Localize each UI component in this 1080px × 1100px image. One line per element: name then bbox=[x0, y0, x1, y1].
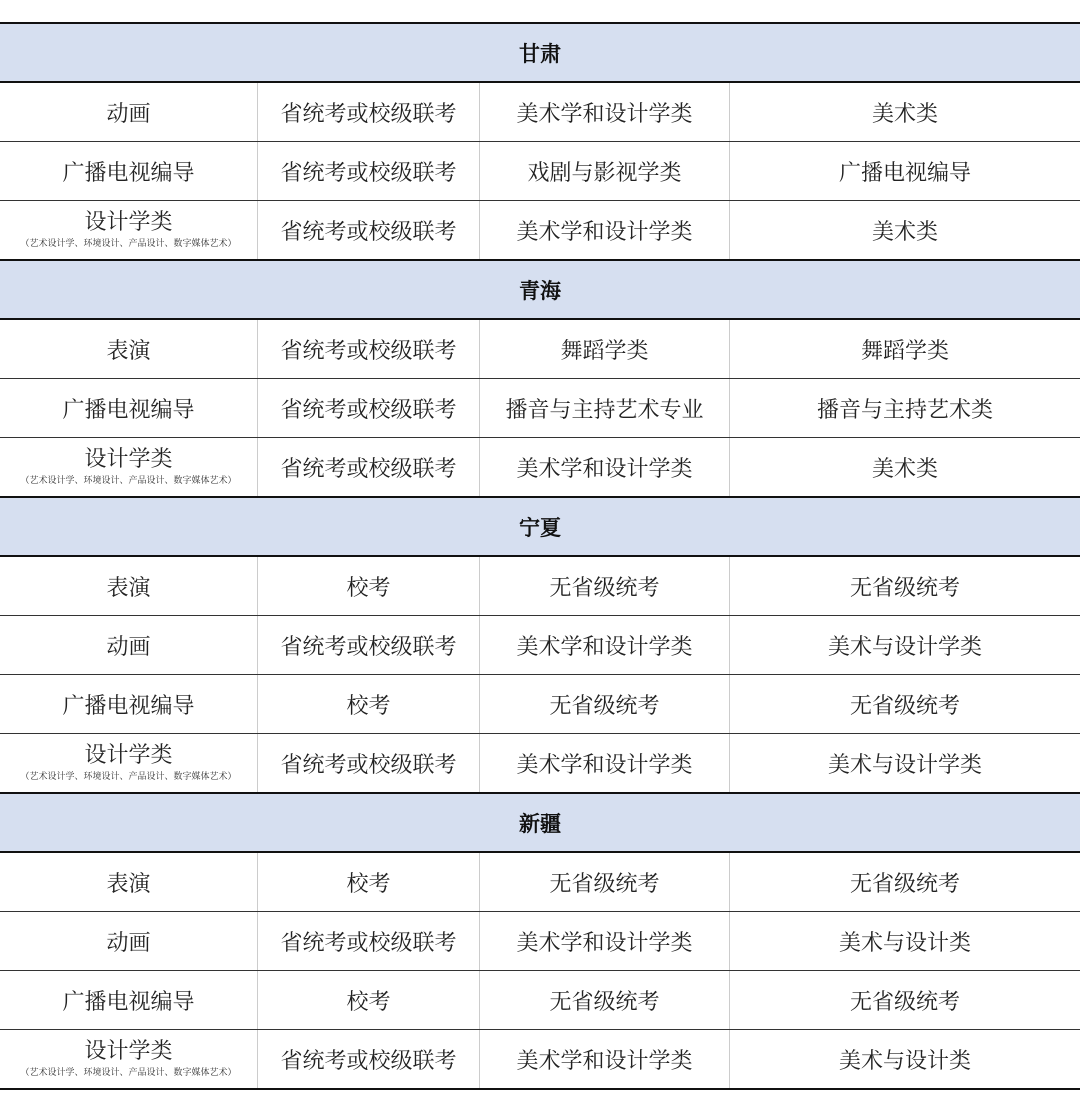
category-cell: 无省级统考 bbox=[480, 971, 730, 1029]
category-cell: 舞蹈学类 bbox=[480, 320, 730, 378]
region-header-gansu: 甘肃 bbox=[0, 24, 1080, 83]
major-cell: 表演 bbox=[0, 853, 258, 911]
table-row bbox=[0, 734, 1080, 794]
table-row bbox=[0, 853, 1080, 912]
table-row bbox=[0, 379, 1080, 438]
major-label: 设计学类 bbox=[84, 210, 173, 235]
category-cell: 美术学和设计学类 bbox=[480, 912, 730, 970]
major-cell: 广播电视编导 bbox=[0, 379, 258, 437]
exam-type-cell: 省统考或校级联考 bbox=[258, 201, 480, 259]
table-row bbox=[0, 83, 1080, 142]
category-cell: 戏剧与影视学类 bbox=[480, 142, 730, 200]
province-exam-cell: 广播电视编导 bbox=[838, 160, 971, 186]
major-cell: 表演 bbox=[0, 320, 258, 378]
province-exam-cell: 美术与设计学类 bbox=[827, 752, 982, 778]
exam-type-cell: 省统考或校级联考 bbox=[258, 616, 480, 674]
exam-type-cell: 校考 bbox=[258, 971, 480, 1029]
category-cell: 无省级统考 bbox=[480, 853, 730, 911]
table-row bbox=[0, 616, 1080, 675]
major-cell bbox=[0, 1030, 258, 1088]
province-exam-cell: 美术类 bbox=[871, 456, 938, 482]
province-exam-cell: 舞蹈学类 bbox=[860, 338, 949, 364]
exam-type-cell: 省统考或校级联考 bbox=[258, 438, 480, 496]
province-exam-cell: 美术与设计学类 bbox=[827, 634, 982, 660]
category-cell: 美术学和设计学类 bbox=[480, 1030, 730, 1088]
major-cell: 广播电视编导 bbox=[0, 675, 258, 733]
major-sublabel: （艺术设计学、环境设计、产品设计、数字媒体艺术） bbox=[20, 772, 237, 782]
province-exam-cell: 美术类 bbox=[871, 219, 938, 245]
major-cell: 广播电视编导 bbox=[0, 142, 258, 200]
province-exam-cell: 无省级统考 bbox=[849, 871, 960, 897]
major-cell bbox=[0, 201, 258, 259]
province-exam-cell: 美术与设计类 bbox=[838, 1048, 971, 1074]
table-row bbox=[0, 142, 1080, 201]
exam-type-cell: 校考 bbox=[258, 675, 480, 733]
category-cell: 播音与主持艺术专业 bbox=[480, 379, 730, 437]
major-cell: 动画 bbox=[0, 912, 258, 970]
table-row bbox=[0, 201, 1080, 261]
province-exam-cell: 美术类 bbox=[871, 101, 938, 127]
province-exam-cell: 播音与主持艺术类 bbox=[816, 397, 993, 423]
region-header-ningxia: 宁夏 bbox=[0, 498, 1080, 557]
major-cell: 广播电视编导 bbox=[0, 971, 258, 1029]
exam-type-cell: 省统考或校级联考 bbox=[258, 1030, 480, 1088]
province-exam-cell: 无省级统考 bbox=[849, 693, 960, 719]
major-cell bbox=[0, 438, 258, 496]
category-cell: 美术学和设计学类 bbox=[480, 201, 730, 259]
category-cell: 美术学和设计学类 bbox=[480, 734, 730, 792]
table-row bbox=[0, 438, 1080, 498]
table-row bbox=[0, 1030, 1080, 1090]
province-exam-cell: 无省级统考 bbox=[849, 575, 960, 601]
category-cell: 美术学和设计学类 bbox=[480, 438, 730, 496]
category-cell: 无省级统考 bbox=[480, 675, 730, 733]
major-cell: 动画 bbox=[0, 83, 258, 141]
major-label: 设计学类 bbox=[84, 447, 173, 472]
province-exam-cell: 无省级统考 bbox=[849, 989, 960, 1015]
exam-type-cell: 校考 bbox=[258, 853, 480, 911]
category-cell: 无省级统考 bbox=[480, 557, 730, 615]
major-cell: 表演 bbox=[0, 557, 258, 615]
major-cell: 动画 bbox=[0, 616, 258, 674]
major-label: 设计学类 bbox=[84, 1039, 173, 1064]
exam-type-cell: 省统考或校级联考 bbox=[258, 912, 480, 970]
table-row bbox=[0, 675, 1080, 734]
category-cell: 美术学和设计学类 bbox=[480, 83, 730, 141]
major-label: 设计学类 bbox=[84, 743, 173, 768]
major-sublabel: （艺术设计学、环境设计、产品设计、数字媒体艺术） bbox=[20, 476, 237, 486]
category-cell: 美术学和设计学类 bbox=[480, 616, 730, 674]
table-row bbox=[0, 557, 1080, 616]
admissions-table bbox=[0, 22, 1080, 1090]
major-sublabel: （艺术设计学、环境设计、产品设计、数字媒体艺术） bbox=[20, 1068, 237, 1078]
major-sublabel: （艺术设计学、环境设计、产品设计、数字媒体艺术） bbox=[20, 239, 237, 249]
region-header-xinjiang: 新疆 bbox=[0, 794, 1080, 853]
province-exam-cell: 美术与设计类 bbox=[838, 930, 971, 956]
exam-type-cell: 省统考或校级联考 bbox=[258, 320, 480, 378]
exam-type-cell: 省统考或校级联考 bbox=[258, 734, 480, 792]
table-row bbox=[0, 971, 1080, 1030]
exam-type-cell: 省统考或校级联考 bbox=[258, 83, 480, 141]
exam-type-cell: 省统考或校级联考 bbox=[258, 142, 480, 200]
major-cell bbox=[0, 734, 258, 792]
exam-type-cell: 省统考或校级联考 bbox=[258, 379, 480, 437]
table-row bbox=[0, 912, 1080, 971]
table-row bbox=[0, 320, 1080, 379]
exam-type-cell: 校考 bbox=[258, 557, 480, 615]
region-header-qinghai: 青海 bbox=[0, 261, 1080, 320]
